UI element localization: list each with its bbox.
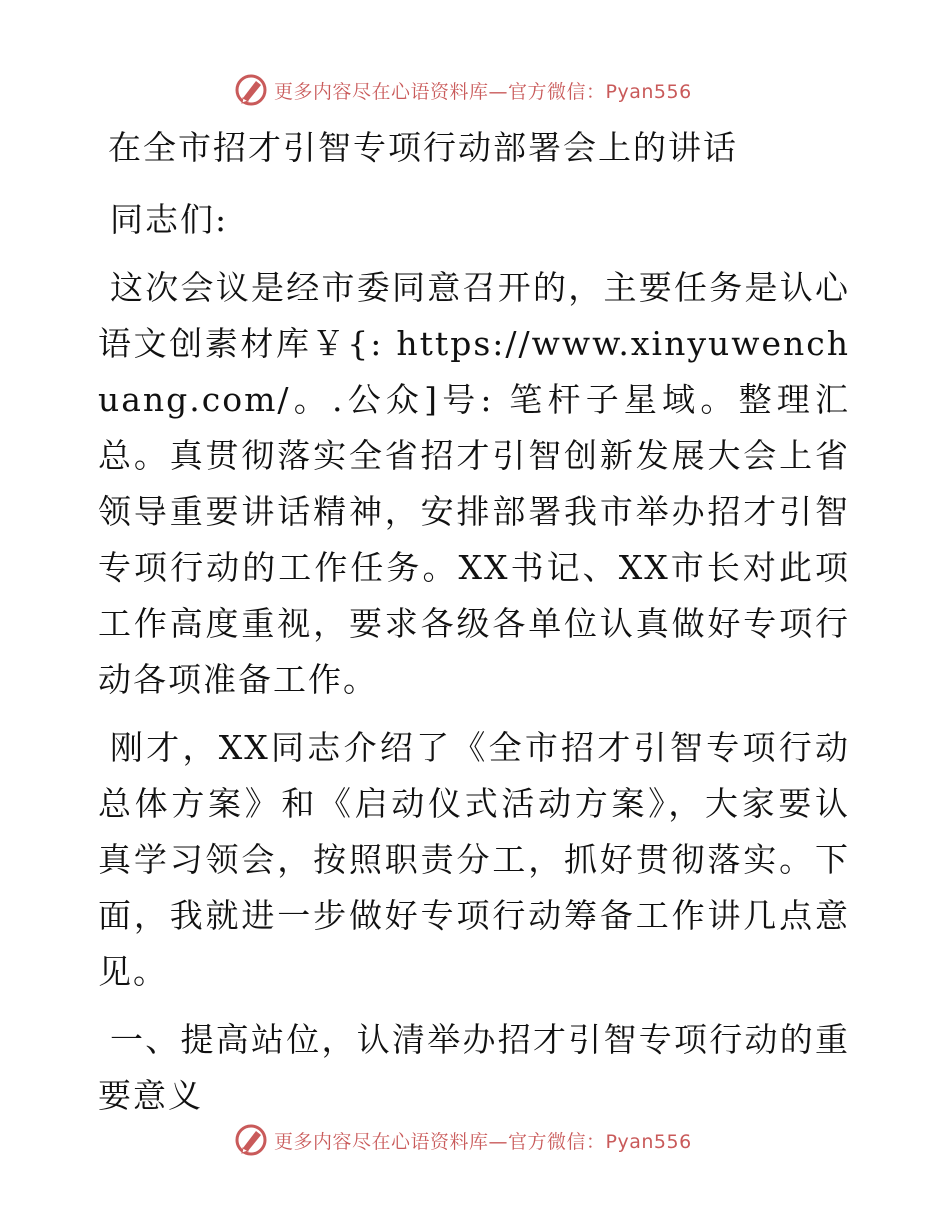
document-body xyxy=(98,122,850,1136)
paragraph-salutation: 同志们: xyxy=(110,200,229,239)
pen-logo-icon xyxy=(234,73,268,107)
pen-logo-icon xyxy=(234,1123,268,1157)
footer-banner xyxy=(234,1122,754,1158)
header-banner-text: 更多内容尽在心语资料库—官方微信：Pyan556 xyxy=(274,80,692,103)
header-banner xyxy=(234,72,754,108)
paragraph-intro: 这次会议是经市委同意召开的，主要任务是认心语文创素材库￥{: https://www.xinyuwenchuang.com/。.公众]号: 笔杆子星域。整理汇总。真贯彻落实全省招才引智创新发展大会上省领导重要讲话精神，安排部署我市举办招才引智专项行动的工作任务。XX书记、XX市长对此项工作高度重视，要求各级各单位认真做好专项行动各项准备工作。 xyxy=(98,268,850,699)
paragraph-overview: 刚才，XX同志介绍了《全市招才引智专项行动总体方案》和《启动仪式活动方案》，大家要认真学习领会，按照职责分工，抓好贯彻落实。下面，我就进一步做好专项行动筹备工作讲几点意见。 xyxy=(98,728,850,991)
document-title: 在全市招才引智专项行动部署会上的讲话 xyxy=(108,128,738,167)
footer-banner-text: 更多内容尽在心语资料库—官方微信：Pyan556 xyxy=(274,1130,692,1153)
section-heading-1: 一、提高站位，认清举办招才引智专项行动的重要意义 xyxy=(98,1020,850,1115)
